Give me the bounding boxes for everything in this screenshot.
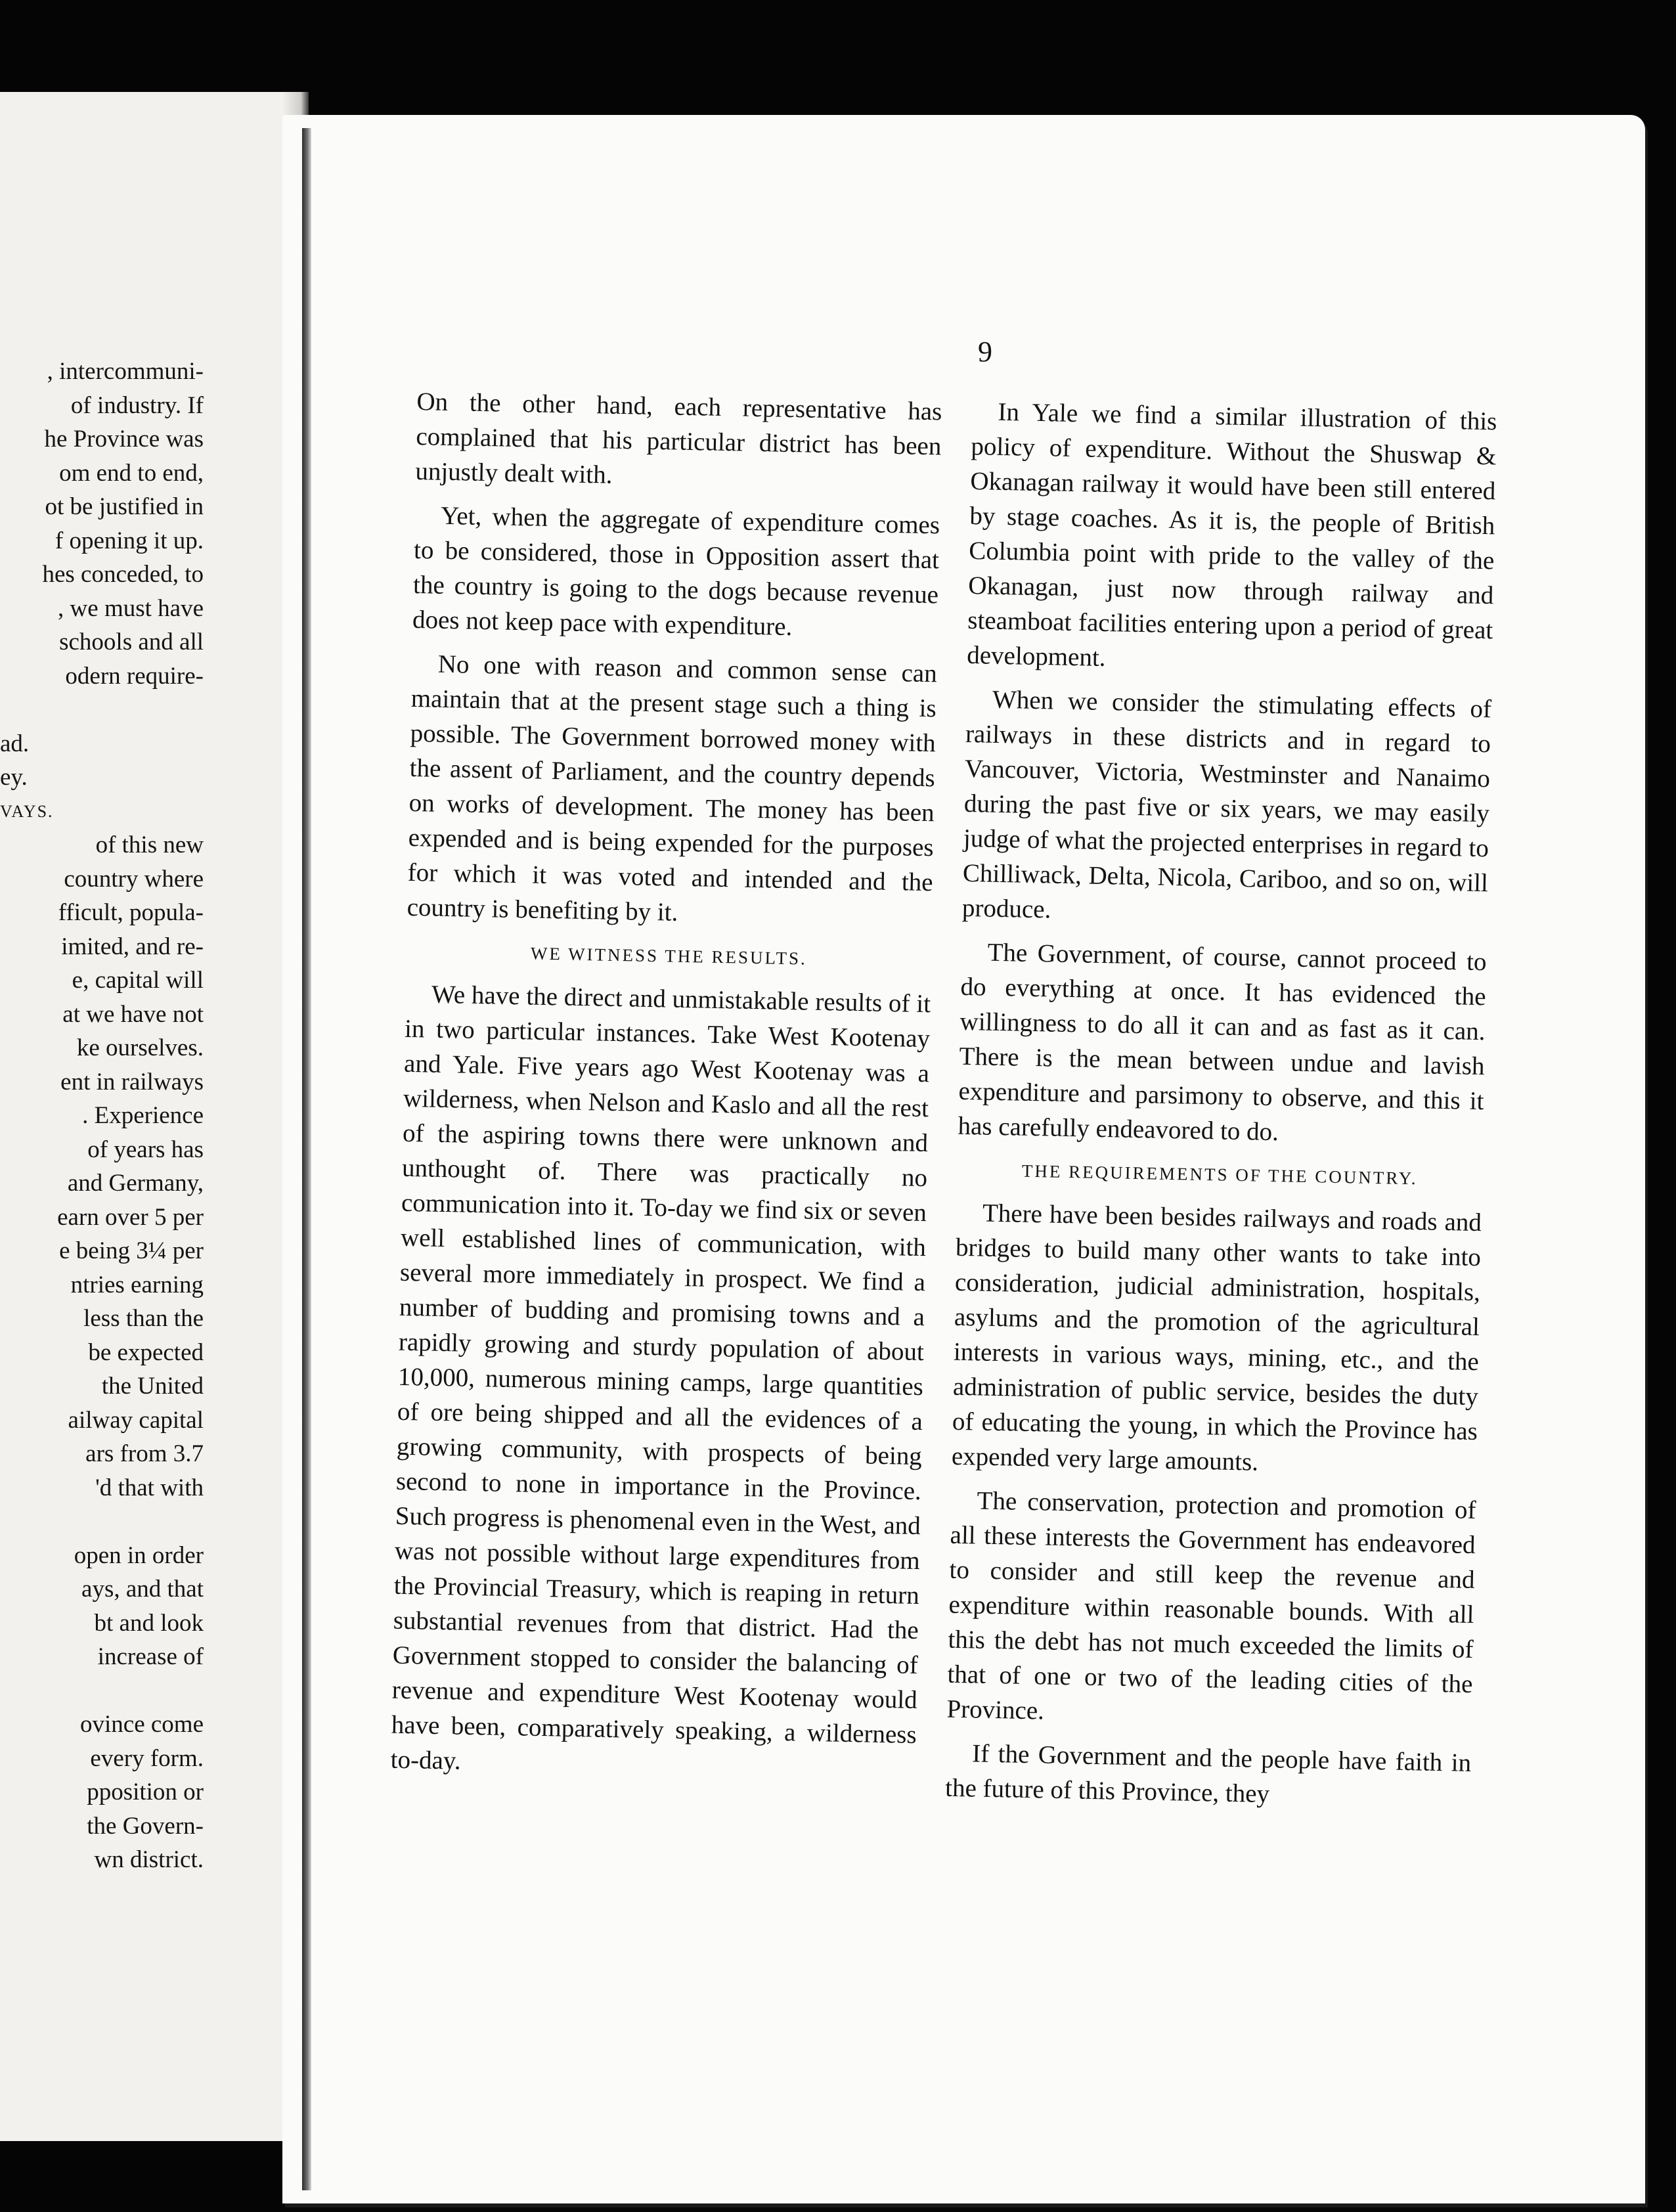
facing-line: at we have not — [62, 1000, 204, 1028]
facing-line: he Province was — [44, 426, 204, 453]
facing-line: pposition or — [87, 1779, 204, 1805]
facing-line: ent in railways — [60, 1068, 204, 1095]
facing-page — [0, 92, 309, 2141]
facing-line — [0, 693, 204, 727]
facing-page-text — [0, 355, 204, 1877]
facing-line: every form. — [90, 1744, 204, 1772]
facing-line: earn over 5 per — [57, 1203, 204, 1231]
facing-line: f opening it up. — [55, 527, 204, 554]
facing-line: odern require- — [65, 662, 204, 690]
page-number: 9 — [978, 336, 992, 368]
facing-line: fficult, popula- — [58, 899, 204, 926]
facing-line: ntries earning — [70, 1271, 204, 1298]
paragraph: On the other hand, each representative has complained that his particular district has been unjustly dealt with. — [415, 387, 942, 489]
paragraph: No one with reason and common sense can maintain that at the present stage such a thing is possible. The Government borrowed money with the assent of Parliament, and the country depends on works of development. The money has been expended and is being expended for the purposes for which it was voted and intended and the country is benefiting by it. — [407, 650, 938, 927]
facing-line: , we must have — [58, 594, 204, 622]
binding-spine — [302, 128, 311, 2190]
facing-heading: VAYS. — [0, 801, 54, 821]
facing-line: e being 3¼ per — [59, 1237, 204, 1264]
paragraph: The Government, of course, cannot proceed to do everything at once. It has evidenced the willingness to do all it can and as fast as it can. There is the mean between undue and lavish expenditure and parsimony to observe, and this it has carefully endeavored to do. — [958, 938, 1487, 1147]
paragraph: We have the direct and unmistakable results of it in two particular instances. Take West Kootenay and Yale. Five years ago West Kootenay was a wilderness, when Nelson and Kaslo and all the rest of the aspiring towns there were unknown and unthought of. There was practically no communication into it. To-day we find six or seven well established lines of communication, with several more immediately in prospect. We find a number of budding and promising towns and a rapidly growing and sturdy population of about 10,000, numerous mining camps, large quantities of ore being shipped and all the evidences of a growing community, with prospects of being second to none in importance in the Province. Such progress is phenomenal even in the West, and was not possible without large expenditures from the Provincial Treasury, which is reaping in return substantial revenues from that district. Had the Government stopped to consider the balancing of revenue and expenditure West Kootenay would have been, comparatively speaking, a wilderness to-day. — [390, 980, 931, 1775]
facing-line: wn district. — [94, 1846, 204, 1873]
facing-line: open in order — [74, 1541, 204, 1569]
paragraph: If the Government and the people have faith in the future of this Province, they — [944, 1739, 1472, 1809]
section-heading: WE WITNESS THE RESULTS. — [530, 943, 808, 969]
facing-line — [0, 1674, 204, 1708]
facing-line: ays, and that — [81, 1576, 204, 1603]
facing-line: . Experience — [82, 1102, 204, 1129]
paragraph: When we consider the stimulating effects of railways in these districts and in regard to Vancouver, Victoria, Westminster and Nanaimo during the past five or six years, we may easily judge of what the projected enterprises in regard to Chilliwack, Delta, Nicola, Cariboo, and so on, will produce. — [961, 685, 1492, 924]
facing-line: be expected — [88, 1338, 204, 1366]
facing-line: ey. — [0, 764, 28, 791]
facing-line: of this new — [95, 831, 204, 858]
facing-line: 'd that with — [95, 1474, 204, 1501]
facing-line: om end to end, — [59, 459, 204, 487]
section-heading: THE REQUIREMENTS OF THE COUNTRY. — [1021, 1161, 1418, 1189]
facing-line: country where — [64, 865, 204, 893]
page — [282, 115, 1645, 2203]
facing-line: the Govern- — [87, 1812, 204, 1840]
facing-line: ailway capital — [68, 1406, 204, 1434]
facing-line: schools and all — [59, 629, 204, 655]
facing-line: ot be justified in — [45, 493, 204, 520]
facing-line: and Germany, — [67, 1170, 204, 1197]
facing-line: the United — [101, 1373, 204, 1400]
facing-line: imited, and re- — [61, 933, 204, 960]
paragraph: The conservation, protection and promotion of all these interests the Government has endeavored to consider and still keep the revenue and expenditure within reasonable bounds. With all this the debt has not much exceeded the limits of that of one or two of the leading cities of the Province. — [946, 1486, 1476, 1725]
facing-line: ke ourselves. — [76, 1034, 204, 1061]
paragraph: There have been besides railways and roads and bridges to build many other wants to take into consideration, judicial administration, hospitals, asylums and the promotion of the agricultural interests in various ways, mining, etc., and the administration of public service, besides the duty of educating the young, in which the Province has expended very large amounts. — [951, 1199, 1482, 1476]
paragraph: In Yale we find a similar illustration of this policy of expenditure. Without the Shuswap & Okanagan railway it would have been still entered by stage coaches. As it is, the people of British Columbia point with pride to the valley of the Okanagan, just now through railway and steamboat facilities entering upon a period of great development. — [966, 397, 1497, 672]
facing-line: ovince come — [80, 1711, 204, 1738]
facing-line: ad. — [0, 730, 30, 757]
text-column-right — [944, 394, 1497, 1825]
facing-line: , intercommuni- — [47, 358, 204, 385]
facing-line — [0, 1505, 204, 1539]
facing-line: of industry. If — [70, 391, 204, 419]
facing-line: hes conceded, to — [42, 561, 204, 588]
facing-line: increase of — [97, 1643, 204, 1670]
paragraph: Yet, when the aggregate of expenditure comes to be considered, those in Opposition assert that the country is going to the dogs because revenue does not keep pace with expenditure. — [412, 501, 940, 642]
text-column-left — [390, 384, 942, 1796]
facing-line: ars from 3.7 — [85, 1440, 204, 1467]
facing-line: bt and look — [94, 1609, 204, 1637]
facing-line: less than the — [83, 1305, 204, 1332]
facing-line: e, capital will — [72, 967, 204, 994]
facing-line: of years has — [87, 1136, 204, 1163]
